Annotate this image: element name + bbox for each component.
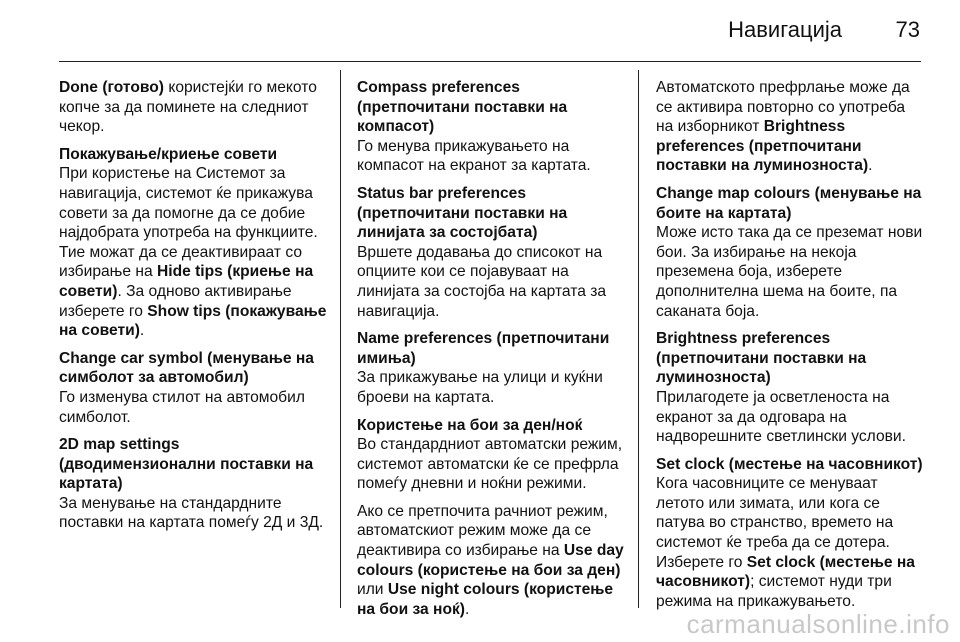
section-heading: Compass preferences (претпочитани поставки на компасот)	[357, 79, 568, 136]
column-2	[357, 78, 625, 627]
header-divider	[59, 61, 921, 62]
paragraph-done: Done (готово) користејќи го мекото копче за да поминете на следниот чекор.	[59, 79, 317, 136]
section-set-clock: Set clock (местење на часовникот) Кога часовниците се менуваат летото или зимата, или кога се патува во странство, времето на системот ќе треба да се дотера. Изберете го Set clock (местење на часовникот); системот нуди три режима на прикажувањето.	[656, 455, 926, 612]
section-heading: Name preferences (претпочитани имиња)	[357, 330, 610, 367]
section-name-prefs: Name preferences (претпочитани имиња) За прикажување на улици и куќни броеви на картата.	[357, 329, 625, 407]
page-title: Навигација	[728, 17, 842, 42]
section-heading: Користење на бои за ден/ноќ	[357, 416, 583, 434]
section-heading: Покажување/криење совети	[59, 145, 278, 163]
column-divider-2	[638, 70, 639, 608]
watermark: carmanualsonline.info	[686, 609, 950, 639]
column-1	[59, 78, 327, 541]
section-heading: Status bar preferences (претпочитани поставки на линијата за состојбата)	[357, 184, 568, 242]
section-status-bar: Status bar preferences (претпочитани поставки на линијата за состојбата) Вршете додавања до списокот на опциите кои се појавуваат на линијата за состојба на картата за навигација.	[357, 184, 625, 321]
section-brightness: Brightness preferences (претпочитани поставки на луминозноста) Прилагодете ја осветленоста на екранот за да одговара на надворешните светлински услови.	[656, 329, 926, 447]
section-heading: Change car symbol (менување на симболот за автомобил)	[59, 349, 314, 387]
section-2d-map: 2D map settings (дводимензионални поставки на картата) За менување на стандардните поставки на картата помеѓу 2Д и 3Д.	[59, 435, 327, 533]
section-compass: Compass preferences (претпочитани поставки на компасот) Го менува прикажувањето на компасот на екранот за картата.	[357, 78, 625, 176]
page-header	[0, 0, 960, 62]
section-heading: Brightness preferences (претпочитани поставки на луминозноста)	[656, 330, 867, 387]
section-heading: Change map colours (менување на боите на картата)	[656, 184, 922, 222]
section-map-colours: Change map colours (менување на боите на картата) Може исто така да се преземат нови бои. За избирање на некоја преземена боја, изберете дополнителна шема на боите, па саканата боја.	[656, 184, 926, 321]
section-car-symbol: Change car symbol (менување на симболот за автомобил) Го изменува стилот на автомобил симболот.	[59, 349, 327, 427]
paragraph-auto-switch: Автоматското префрлање може да се активира повторно со употреба на изборникот Brightness preferences (претпочитани поставки на луминозноста).	[656, 79, 910, 175]
page-number: 73	[895, 17, 920, 42]
column-divider-1	[340, 70, 341, 608]
section-day-night: Користење на бои за ден/ноќ Во стандардниот автоматски режим, системот автоматски ќе се префрла помеѓу дневни и ноќни режими.	[357, 416, 625, 494]
paragraph-manual-mode: Ако се претпочита рачниот режим, автоматскиот режим може да се деактивира со избирање на Use day colours (користење на бои за ден) или Use night colours (користење на бои за ноќ).	[357, 502, 624, 618]
section-heading: 2D map settings (дводимензионални поставки на картата)	[59, 436, 314, 493]
section-tips: Покажување/криење совети При користење на Системот за навигација, системот ќе прикажува совети за да помогне да се добие најдобрата употреба на функциите. Тие можат да се деактивираат со избирање на Hide tips (криење на совети). За одново активирање изберете го Show tips (покажување на совети).	[59, 145, 327, 340]
section-heading: Set clock (местење на часовникот)	[656, 455, 923, 473]
column-3	[656, 78, 926, 619]
